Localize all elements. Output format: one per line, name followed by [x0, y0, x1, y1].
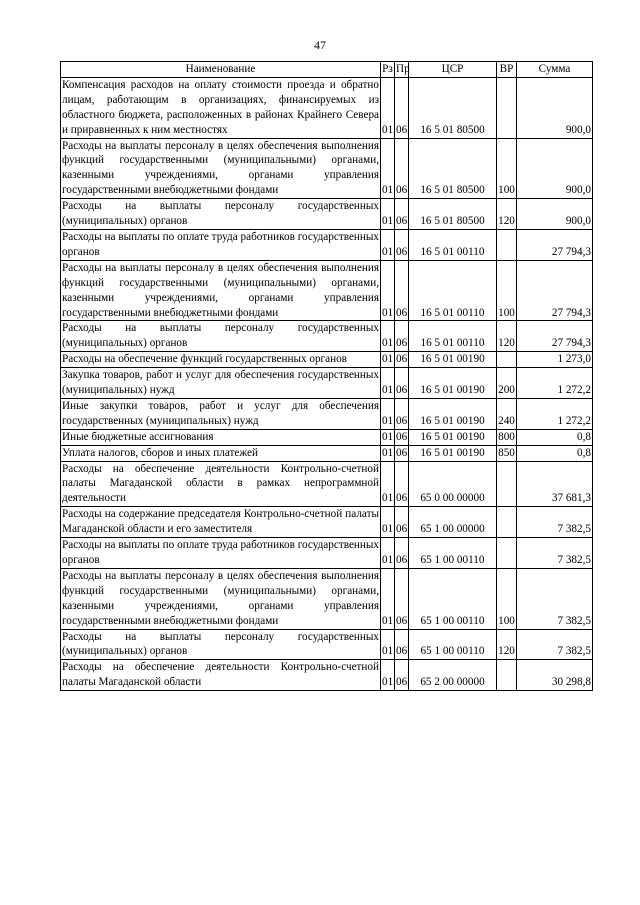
row-vr [497, 229, 517, 260]
row-vr: 120 [497, 321, 517, 352]
row-sum: 900,0 [517, 199, 593, 230]
row-pr: 06 [395, 199, 409, 230]
row-pr: 06 [395, 321, 409, 352]
row-rz: 01 [381, 368, 395, 399]
row-vr [497, 77, 517, 138]
row-rz: 01 [381, 229, 395, 260]
row-sum: 900,0 [517, 138, 593, 199]
row-rz: 01 [381, 445, 395, 461]
row-name: Иные закупки товаров, работ и услуг для обеспечения государственных (муниципальных) нужд [61, 398, 381, 429]
table-body [61, 77, 593, 690]
row-name: Компенсация расходов на оплату стоимости проезда и обратно лицам, работающим в организациях, финансируемых из областного бюджета, расположенных в районах Крайнего Севера и приравненных к ним местностях [61, 77, 381, 138]
row-name: Иные бюджетные ассигнования [61, 429, 381, 445]
row-vr: 120 [497, 199, 517, 230]
row-rz: 01 [381, 77, 395, 138]
table-row [61, 629, 593, 660]
table-row [61, 321, 593, 352]
row-vr: 800 [497, 429, 517, 445]
row-vr [497, 538, 517, 569]
row-name: Закупка товаров, работ и услуг для обеспечения государственных (муниципальных) нужд [61, 368, 381, 399]
row-name: Расходы на выплаты персоналу в целях обеспечения выполнения функций государственными (муниципальными) органами, казенными учреждениями, органами управления государственными внебюджетными фондами [61, 568, 381, 629]
row-sum: 30 298,8 [517, 660, 593, 691]
header-name: Наименование [61, 62, 381, 78]
table-row [61, 429, 593, 445]
row-pr: 06 [395, 445, 409, 461]
row-name: Расходы на выплаты персоналу в целях обеспечения выполнения функций государственными (муниципальными) органами, казенными учреждениями, органами управления государственными внебюджетными фондами [61, 260, 381, 321]
row-rz: 01 [381, 568, 395, 629]
page-number: 47 [314, 38, 326, 52]
row-vr: 120 [497, 629, 517, 660]
row-sum: 1 273,0 [517, 352, 593, 368]
row-rz: 01 [381, 461, 395, 507]
row-csr: 65 1 00 00000 [409, 507, 497, 538]
row-vr: 240 [497, 398, 517, 429]
row-pr: 06 [395, 629, 409, 660]
row-pr: 06 [395, 660, 409, 691]
row-rz: 01 [381, 507, 395, 538]
row-sum: 27 794,3 [517, 321, 593, 352]
row-csr: 65 0 00 00000 [409, 461, 497, 507]
row-vr [497, 461, 517, 507]
row-sum: 37 681,3 [517, 461, 593, 507]
table-row [61, 77, 593, 138]
table-row [61, 461, 593, 507]
row-name: Расходы на обеспечение функций государственных органов [61, 352, 381, 368]
row-pr: 06 [395, 461, 409, 507]
row-rz: 01 [381, 629, 395, 660]
row-sum: 1 272,2 [517, 368, 593, 399]
row-sum: 7 382,5 [517, 629, 593, 660]
row-sum: 27 794,3 [517, 229, 593, 260]
table-row [61, 445, 593, 461]
table-row [61, 352, 593, 368]
row-sum: 7 382,5 [517, 507, 593, 538]
row-name: Расходы на обеспечение деятельности Контрольно-счетной палаты Магаданской области [61, 660, 381, 691]
header-sum: Сумма [517, 62, 593, 78]
row-name: Расходы на выплаты персоналу государственных (муниципальных) органов [61, 629, 381, 660]
row-vr: 200 [497, 368, 517, 399]
row-vr: 100 [497, 568, 517, 629]
row-csr: 65 1 00 00110 [409, 538, 497, 569]
table-row [61, 507, 593, 538]
row-csr: 16 5 01 00190 [409, 352, 497, 368]
row-sum: 7 382,5 [517, 538, 593, 569]
table-row [61, 229, 593, 260]
row-csr: 65 1 00 00110 [409, 629, 497, 660]
row-rz: 01 [381, 398, 395, 429]
row-vr: 850 [497, 445, 517, 461]
header-vr: ВР [497, 62, 517, 78]
row-vr [497, 660, 517, 691]
row-pr: 06 [395, 538, 409, 569]
table-row [61, 660, 593, 691]
row-sum: 1 272,2 [517, 398, 593, 429]
table-row [61, 568, 593, 629]
row-vr [497, 352, 517, 368]
row-csr: 16 5 01 80500 [409, 199, 497, 230]
row-vr: 100 [497, 260, 517, 321]
row-rz: 01 [381, 260, 395, 321]
row-csr: 16 5 01 00190 [409, 368, 497, 399]
row-pr: 06 [395, 568, 409, 629]
header-pr: Пр [395, 62, 409, 78]
row-rz: 01 [381, 538, 395, 569]
row-name: Расходы на содержание председателя Контрольно-счетной палаты Магаданской области и его заместителя [61, 507, 381, 538]
row-vr [497, 507, 517, 538]
table-row [61, 260, 593, 321]
row-name: Расходы на выплаты по оплате труда работников государственных органов [61, 229, 381, 260]
row-csr: 16 5 01 80500 [409, 138, 497, 199]
header-rz: Рз [381, 62, 395, 78]
row-sum: 0,8 [517, 445, 593, 461]
row-pr: 06 [395, 138, 409, 199]
row-pr: 06 [395, 507, 409, 538]
row-pr: 06 [395, 368, 409, 399]
row-name: Расходы на выплаты персоналу государственных (муниципальных) органов [61, 321, 381, 352]
table-row [61, 368, 593, 399]
row-pr: 06 [395, 429, 409, 445]
row-csr: 16 5 01 00190 [409, 398, 497, 429]
table-row [61, 138, 593, 199]
row-rz: 01 [381, 321, 395, 352]
row-pr: 06 [395, 229, 409, 260]
row-pr: 06 [395, 398, 409, 429]
row-sum: 900,0 [517, 77, 593, 138]
row-pr: 06 [395, 77, 409, 138]
row-name: Расходы на выплаты персоналу в целях обеспечения выполнения функций государственными (муниципальными) органами, казенными учреждениями, органами управления государственными внебюджетными фондами [61, 138, 381, 199]
row-csr: 65 1 00 00110 [409, 568, 497, 629]
row-name: Расходы на выплаты персоналу государственных (муниципальных) органов [61, 199, 381, 230]
row-csr: 16 5 01 00110 [409, 260, 497, 321]
row-csr: 16 5 01 00190 [409, 445, 497, 461]
row-name: Уплата налогов, сборов и иных платежей [61, 445, 381, 461]
table-header-row [61, 62, 593, 78]
row-sum: 27 794,3 [517, 260, 593, 321]
table-row [61, 398, 593, 429]
row-vr: 100 [497, 138, 517, 199]
row-csr: 16 5 01 00110 [409, 229, 497, 260]
row-csr: 16 5 01 80500 [409, 77, 497, 138]
row-pr: 06 [395, 352, 409, 368]
row-csr: 65 2 00 00000 [409, 660, 497, 691]
row-pr: 06 [395, 260, 409, 321]
row-rz: 01 [381, 429, 395, 445]
row-sum: 7 382,5 [517, 568, 593, 629]
row-csr: 16 5 01 00190 [409, 429, 497, 445]
budget-table [60, 61, 593, 691]
row-csr: 16 5 01 00110 [409, 321, 497, 352]
row-rz: 01 [381, 660, 395, 691]
table-row [61, 538, 593, 569]
row-rz: 01 [381, 199, 395, 230]
row-name: Расходы на выплаты по оплате труда работников государственных органов [61, 538, 381, 569]
row-rz: 01 [381, 352, 395, 368]
row-rz: 01 [381, 138, 395, 199]
table-row [61, 199, 593, 230]
header-csr: ЦСР [409, 62, 497, 78]
row-name: Расходы на обеспечение деятельности Контрольно-счетной палаты Магаданской области в рамках непрограммной деятельности [61, 461, 381, 507]
row-sum: 0,8 [517, 429, 593, 445]
